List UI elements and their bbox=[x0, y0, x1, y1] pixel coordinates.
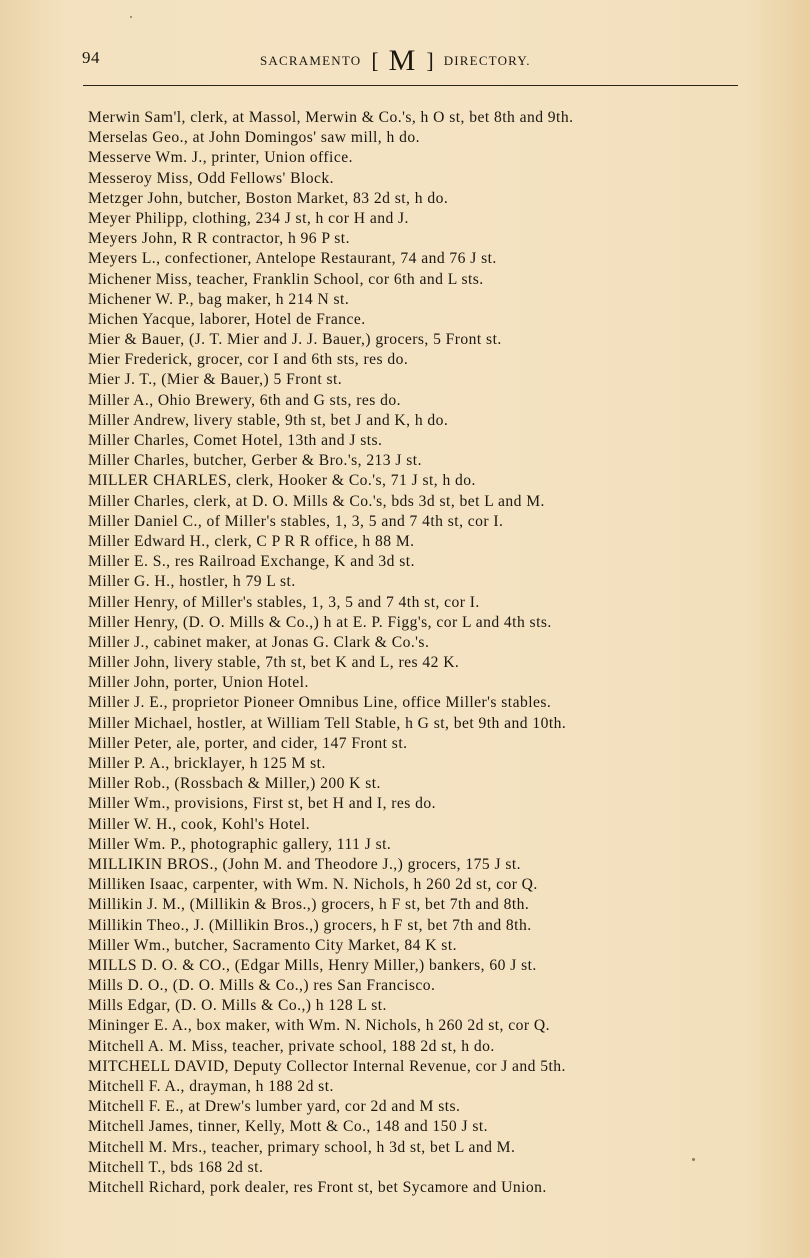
directory-entry: Miller Rob., (Rossbach & Miller,) 200 K st. bbox=[88, 775, 381, 793]
directory-entry: Miller A., Ohio Brewery, 6th and G sts, res do. bbox=[88, 391, 401, 409]
directory-entry: Miller Wm., provisions, First st, bet H and I, res do. bbox=[88, 795, 436, 813]
directory-entry: Merwin Sam'l, clerk, at Massol, Merwin & Co.'s, h O st, bet 8th and 9th. bbox=[88, 109, 574, 126]
directory-entry: Mitchell F. A., drayman, h 188 2d st. bbox=[88, 1078, 334, 1095]
directory-entry: Miller Andrew, livery stable, 9th st, bet J and K, h do. bbox=[88, 411, 449, 429]
directory-entry: Millikin J. M., (Millikin & Bros.,) grocers, h F st, bet 7th and 8th. bbox=[88, 896, 530, 914]
directory-entry: MITCHELL DAVID, Deputy Collector Internal Revenue, cor J and 5th. bbox=[88, 1057, 566, 1075]
directory-entry: Mills D. O., (D. O. Mills & Co.,) res San Francisco. bbox=[88, 977, 436, 995]
directory-entry: Miller Wm. P., photographic gallery, 111 J st. bbox=[88, 835, 392, 853]
directory-entry: Milliken Isaac, carpenter, with Wm. N. Nichols, h 260 2d st, cor Q. bbox=[88, 876, 538, 894]
directory-entry: Miller Daniel C., of Miller's stables, 1, 3, 5 and 7 4th st, cor I. bbox=[88, 512, 504, 530]
directory-entry: Meyers L., confectioner, Antelope Restaurant, 74 and 76 J st. bbox=[88, 250, 497, 268]
directory-entry: Miller Henry, (D. O. Mills & Co.,) h at E. P. Figg's, cor L and 4th sts. bbox=[88, 613, 552, 631]
directory-entry: Miller W. H., cook, Kohl's Hotel. bbox=[88, 815, 311, 833]
directory-entry: Mitchell James, tinner, Kelly, Mott & Co., 148 and 150 J st. bbox=[88, 1118, 489, 1136]
directory-entry: Michener W. P., bag maker, h 214 N st. bbox=[88, 290, 350, 308]
running-head bbox=[260, 44, 531, 78]
directory-entry: Miller Charles, butcher, Gerber & Bro.'s, 213 J st. bbox=[88, 452, 422, 470]
directory-entry: Mitchell M. Mrs., teacher, primary school, h 3d st, bet L and M. bbox=[88, 1138, 516, 1156]
directory-entry: Miller John, livery stable, 7th st, bet K and L, res 42 K. bbox=[88, 654, 460, 672]
page-number: 94 bbox=[82, 48, 100, 67]
bracket-close: ] bbox=[426, 48, 434, 73]
header-rule bbox=[83, 85, 738, 86]
directory-entry: MILLS D. O. & CO., (Edgar Mills, Henry Miller,) bankers, 60 J st. bbox=[88, 956, 537, 974]
directory-entry: Miller J. E., proprietor Pioneer Omnibus Line, office Miller's stables. bbox=[88, 694, 552, 712]
directory-entry: Miller E. S., res Railroad Exchange, K and 3d st. bbox=[88, 553, 415, 571]
directory-entry: Mitchell T., bds 168 2d st. bbox=[88, 1158, 264, 1176]
directory-entry: Miller Michael, hostler, at William Tell Stable, h G st, bet 9th and 10th. bbox=[88, 714, 567, 732]
directory-entry: Mitchell A. M. Miss, teacher, private school, 188 2d st, h do. bbox=[88, 1037, 495, 1055]
directory-entry: Mier J. T., (Mier & Bauer,) 5 Front st. bbox=[88, 371, 343, 389]
directory-entry: Miller John, porter, Union Hotel. bbox=[88, 674, 309, 692]
page-header bbox=[82, 44, 742, 78]
directory-entry: Michener Miss, teacher, Franklin School, cor 6th and L sts. bbox=[88, 270, 484, 288]
directory-entry: MILLIKIN BROS., (John M. and Theodore J.,) grocers, 175 J st. bbox=[88, 855, 521, 873]
directory-entry: Miller Wm., butcher, Sacramento City Market, 84 K st. bbox=[88, 936, 457, 954]
directory-entry: Miller P. A., bricklayer, h 125 M st. bbox=[88, 755, 326, 772]
directory-entry: Mier & Bauer, (J. T. Mier and J. J. Bauer,) grocers, 5 Front st. bbox=[88, 331, 502, 349]
directory-entry: Miller Peter, ale, porter, and cider, 147 Front st. bbox=[88, 734, 408, 752]
directory-entry: Michen Yacque, laborer, Hotel de France. bbox=[88, 310, 366, 328]
directory-entry: Miller G. H., hostler, h 79 L st. bbox=[88, 573, 296, 591]
directory-entry: Meyers John, R R contractor, h 96 P st. bbox=[88, 230, 350, 248]
directory-entry: Messeroy Miss, Odd Fellows' Block. bbox=[88, 169, 334, 187]
running-head-title: DIRECTORY. bbox=[443, 53, 531, 68]
directory-entry: Miller Charles, clerk, at D. O. Mills & Co.'s, bds 3d st, bet L and M. bbox=[88, 492, 545, 510]
bracket-open: [ bbox=[371, 48, 379, 73]
section-letter: M bbox=[388, 44, 417, 77]
directory-entry: Mier Frederick, grocer, cor I and 6th sts, res do. bbox=[88, 351, 409, 369]
directory-entry: Mills Edgar, (D. O. Mills & Co.,) h 128 L st. bbox=[88, 997, 387, 1015]
directory-entry: Meyer Philipp, clothing, 234 J st, h cor H and J. bbox=[88, 209, 409, 227]
directory-entry: MILLER CHARLES, clerk, Hooker & Co.'s, 71 J st, h do. bbox=[88, 472, 476, 490]
directory-entry: Miller Charles, Comet Hotel, 13th and J sts. bbox=[88, 432, 383, 449]
directory-entry: Mitchell F. E., at Drew's lumber yard, cor 2d and M sts. bbox=[88, 1098, 461, 1116]
directory-entry: Merselas Geo., at John Domingos' saw mill, h do. bbox=[88, 129, 420, 147]
directory-entries bbox=[88, 108, 788, 1198]
paper-speck bbox=[692, 1158, 695, 1161]
directory-entry: Messerve Wm. J., printer, Union office. bbox=[88, 149, 353, 167]
directory-entry: Millikin Theo., J. (Millikin Bros.,) grocers, h F st, bet 7th and 8th. bbox=[88, 916, 532, 934]
directory-entry: Miller Edward H., clerk, C P R R office, h 88 M. bbox=[88, 532, 415, 550]
directory-entry: Metzger John, butcher, Boston Market, 83 2d st, h do. bbox=[88, 189, 449, 207]
directory-entry: Miller Henry, of Miller's stables, 1, 3, 5 and 7 4th st, cor I. bbox=[88, 593, 480, 611]
directory-entry: Miller J., cabinet maker, at Jonas G. Clark & Co.'s. bbox=[88, 633, 430, 651]
paper-speck bbox=[130, 16, 132, 18]
directory-entry: Mininger E. A., box maker, with Wm. N. Nichols, h 260 2d st, cor Q. bbox=[88, 1017, 550, 1035]
running-head-city: SACRAMENTO bbox=[260, 53, 362, 68]
directory-entry: Mitchell Richard, pork dealer, res Front st, bet Sycamore and Union. bbox=[88, 1178, 547, 1196]
